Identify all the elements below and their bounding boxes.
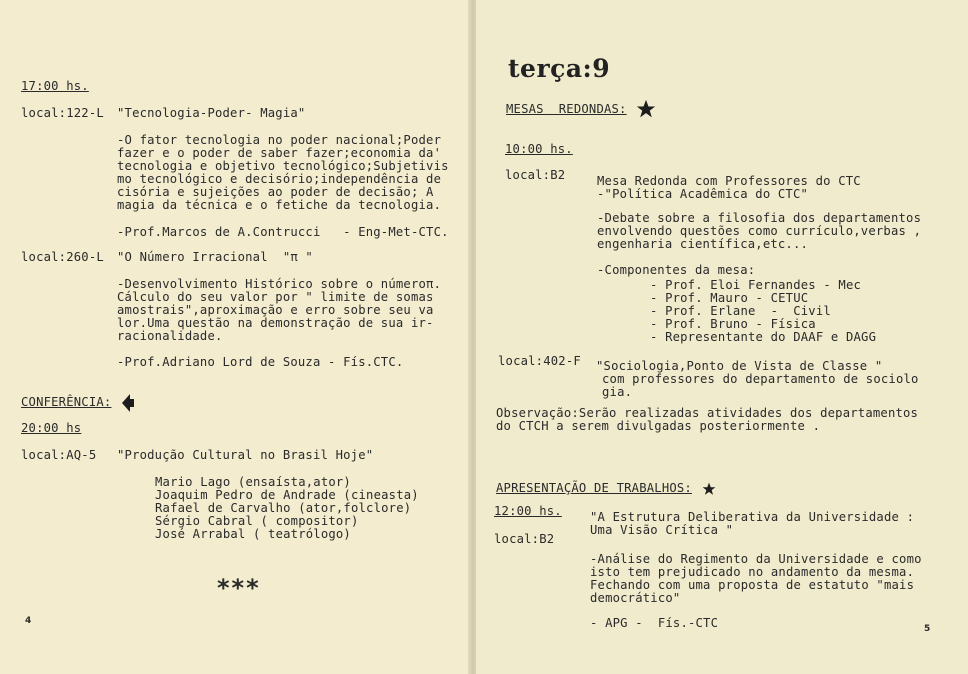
- session-local: local:B2: [505, 168, 566, 182]
- apresentacao-heading: APRESENTAÇÃO DE TRABALHOS:: [496, 481, 692, 495]
- participant: Rafael de Carvalho (ator,folclore): [155, 501, 412, 515]
- session-local: local:122-L: [21, 106, 104, 120]
- session-desc-line: -Debate sobre a filosofia dos departamentos: [597, 211, 922, 225]
- session-title-line: "A Estrutura Deliberativa da Universidade :: [590, 510, 915, 524]
- session-desc-line: racionalidade.: [117, 329, 223, 343]
- session-desc-line: Cálculo do seu valor por " limite de somas: [117, 290, 434, 304]
- session-title: "Produção Cultural no Brasil Hoje": [117, 448, 374, 462]
- session-title: "O Número Irracional "π ": [117, 250, 313, 264]
- right-page: [476, 0, 968, 674]
- session-desc-line: isto tem prejudicado no andamento da mesma.: [590, 565, 915, 579]
- session-speaker: -Prof.Adriano Lord de Souza - Fís.CTC.: [117, 355, 404, 369]
- time-heading: 10:00 hs.: [505, 142, 573, 156]
- time-heading: 20:00 hs: [21, 421, 82, 435]
- observation-line: Observação:Serão realizadas atividades dos departamentos: [496, 406, 919, 420]
- component-item: - Prof. Mauro - CETUC: [650, 291, 809, 305]
- session-desc-line: -Desenvolvimento Histórico sobre o númeroπ.: [117, 277, 442, 291]
- page-number: 5: [924, 624, 931, 634]
- component-item: - Representante do DAAF e DAGG: [650, 330, 877, 344]
- session-desc-line: magia da técnica e o fetiche da tecnologia.: [117, 198, 442, 212]
- session-title-line: Mesa Redonda com Professores do CTC: [597, 174, 861, 188]
- session-local: local:402-F: [498, 354, 581, 368]
- component-item: - Prof. Bruno - Física: [650, 317, 816, 331]
- session-title-line: Uma Visão Crítica ": [590, 523, 734, 537]
- conference-heading: CONFERÊNCIA:: [21, 395, 112, 409]
- session-desc-line: fazer e o poder de saber fazer;economia da': [117, 146, 442, 160]
- star-icon: [636, 99, 656, 119]
- mesas-heading: MESAS REDONDAS:: [506, 102, 627, 116]
- time-heading: 12:00 hs.: [494, 504, 562, 518]
- day-title: terça:9: [508, 54, 611, 83]
- time-heading: 17:00 hs.: [21, 79, 89, 93]
- components-label: -Componentes da mesa:: [597, 263, 756, 277]
- session-speaker: - APG - Fís.-CTC: [590, 616, 719, 630]
- left-page: [0, 0, 470, 674]
- session-desc-line: envolvendo questões como currículo,verbas ,: [597, 224, 922, 238]
- session-title: "Tecnologia-Poder- Magia": [117, 106, 306, 120]
- component-item: - Prof. Eloi Fernandes - Mec: [650, 278, 862, 292]
- section-stars: ***: [217, 574, 261, 602]
- session-local: local:260-L: [21, 250, 104, 264]
- session-desc-line: Fechando com uma proposta de estatuto "mais: [590, 578, 915, 592]
- arrow-left-icon: [121, 392, 135, 414]
- session-title-line: com professores do departamento de sociolo: [602, 372, 919, 386]
- session-title-line: -"Política Acadêmica do CTC": [597, 187, 809, 201]
- participant: Joaquim Pedro de Andrade (cineasta): [155, 488, 419, 502]
- session-desc-line: amostrais",aproximação e erro sobre seu va: [117, 303, 434, 317]
- session-desc-line: engenharia científica,etc...: [597, 237, 809, 251]
- star-icon: [702, 482, 716, 496]
- participant: Mario Lago (ensaísta,ator): [155, 475, 351, 489]
- participant: Sérgio Cabral ( compositor): [155, 514, 359, 528]
- session-desc-line: lor.Uma questão na demonstração de sua ir-: [117, 316, 434, 330]
- session-title-line: "Sociologia,Ponto de Vista de Classe ": [596, 359, 883, 373]
- session-title-line: gia.: [602, 385, 633, 399]
- page-number: 4: [25, 616, 32, 626]
- session-local: local:B2: [494, 532, 555, 546]
- session-local: local:AQ-5: [21, 448, 97, 462]
- session-speaker: -Prof.Marcos de A.Contrucci - Eng-Met-CTC.: [117, 225, 449, 239]
- session-desc-line: democrático": [590, 591, 681, 605]
- session-desc-line: -O fator tecnologia no poder nacional;Poder: [117, 133, 442, 147]
- session-desc-line: -Análise do Regimento da Universidade e como: [590, 552, 922, 566]
- observation-line: do CTCH a serem divulgadas posteriormente .: [496, 419, 821, 433]
- session-desc-line: mo tecnológico e decisório;independência de: [117, 172, 442, 186]
- participant: José Arrabal ( teatrólogo): [155, 527, 351, 541]
- session-desc-line: cisória e sujeições ao poder de decisão; A: [117, 185, 434, 199]
- component-item: - Prof. Erlane - Civil: [650, 304, 831, 318]
- session-desc-line: tecnologia e objetivo tecnológico;Subjetivis: [117, 159, 449, 173]
